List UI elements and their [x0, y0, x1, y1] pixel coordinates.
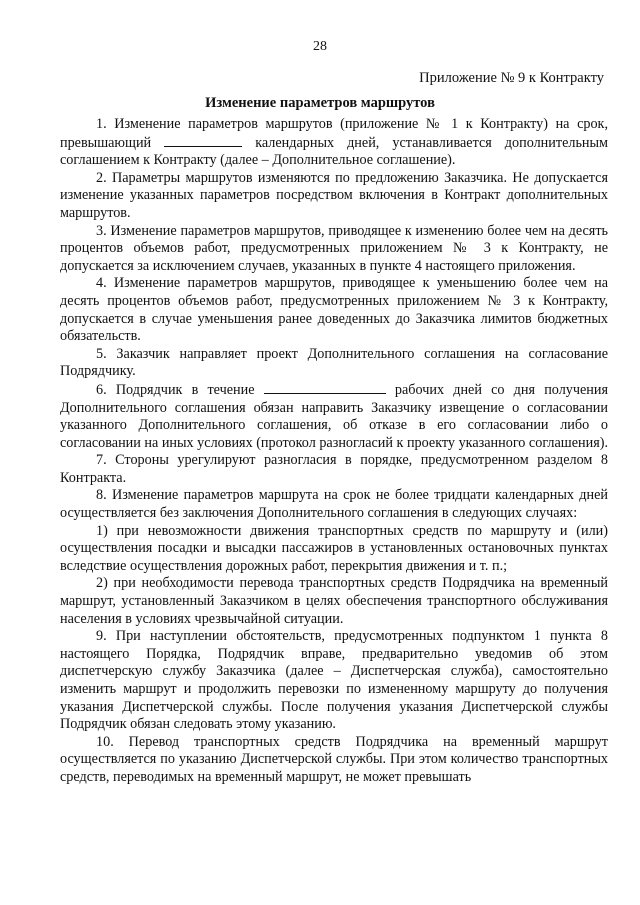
- paragraph-5: 5. Заказчик направляет проект Дополнительного соглашения на согласование Подрядчику.: [60, 345, 608, 380]
- paragraph-1: [60, 116, 608, 170]
- paragraph-6: [60, 381, 608, 452]
- paragraph-1-end: календарных дней, устанавливается дополнительным соглашением к Контракту (далее – Дополнительное соглашение).: [60, 134, 609, 169]
- paragraph-8: 8. Изменение параметров маршрута на срок не более тридцати календарных дней осуществляется без заключения Дополнительного соглашения в следующих случаях:: [60, 487, 608, 522]
- paragraph-3: 3. Изменение параметров маршрутов, приводящее к изменению более чем на десять процентов объемов работ, предусмотренных приложением № 3 к Контракту, не допускается за исключением случаев, указанных в пункте 4 настоящего приложения.: [60, 222, 608, 274]
- paragraph-6-end: рабочих дней со дня получения Дополнительного соглашения обязан направить Заказчику извещение о согласовании указанного Дополнительного соглашения, об отказе в его согласовании либо о согласовании на иных условиях (протокол разногласий к проекту указанного соглашения).: [60, 381, 609, 451]
- paragraph-1-start: 1. Изменение параметров маршрутов (приложение № 1 к Контракту) на срок, превышающий: [60, 116, 608, 151]
- paragraph-6-start: 6. Подрядчик в течение: [96, 381, 255, 398]
- paragraph-8-subitem-2: 2) при необходимости перевода транспортных средств Подрядчика на временный маршрут, установленный Заказчиком в целях обеспечения транспортного обслуживания населения в условиях чрезвычайной ситуации.: [60, 575, 608, 627]
- days-blank-field: [164, 134, 242, 147]
- paragraph-8-subitem-1: 1) при невозможности движения транспортных средств по маршруту и (или) осуществления посадки и высадки пассажиров в установленных остановочных пунктах вследствие осуществления дорожных работ, перекрытия движения и т. п.;: [60, 522, 608, 574]
- paragraph-7: 7. Стороны урегулируют разногласия в порядке, предусмотренном разделом 8 Контракта.: [60, 452, 608, 486]
- paragraph-9: 9. При наступлении обстоятельств, предусмотренных подпунктом 1 пункта 8 настоящего Порядка, Подрядчик вправе, предварительно уведомив об этом диспетчерскую службу Заказчика (далее – Диспетчерская служба), самостоятельно изменить маршрут и продолжить перевозки по измененному маршруту до получения указания Диспетчерской службы. После получения указания Диспетчерской службы Подрядчик обязан следовать этому указанию.: [60, 628, 608, 733]
- document-title: Изменение параметров маршрутов: [205, 95, 435, 111]
- paragraph-10: 10. Перевод транспортных средств Подрядчика на временный маршрут осуществляется по указанию Диспетчерской службы. При этом количество транспортных средств, переводимых на временный маршрут, не может превышать: [60, 733, 608, 785]
- working-days-blank-field: [264, 381, 386, 394]
- appendix-label: Приложение № 9 к Контракту: [419, 70, 604, 86]
- paragraph-2: 2. Параметры маршрутов изменяются по предложению Заказчика. Не допускается изменение указанных параметров посредством включения в Контракт дополнительных маршрутов.: [60, 169, 608, 221]
- paragraph-4: 4. Изменение параметров маршрутов, приводящее к уменьшению более чем на десять процентов объемов работ, предусмотренных приложением № 3 к Контракту, допускается в случае уменьшения ранее доведенных до Заказчика лимитов бюджетных обязательств.: [60, 275, 608, 345]
- document-body: [60, 116, 608, 787]
- page-number: 28: [313, 39, 327, 54]
